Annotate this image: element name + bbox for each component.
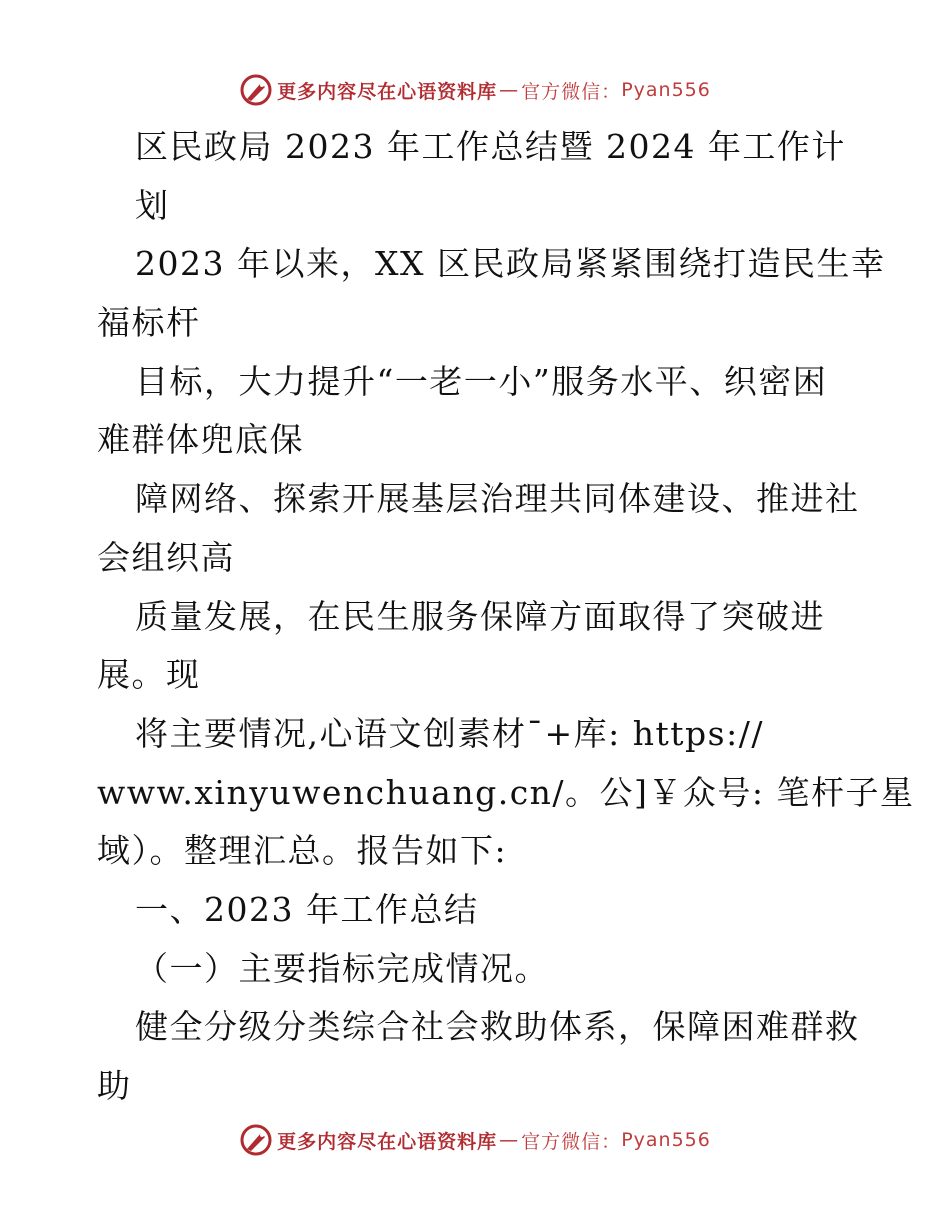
banner-brand: 更多内容尽在心语资料库 <box>277 1130 498 1153</box>
header-watermark-banner <box>0 70 950 110</box>
paragraph-line: 质量发展，在民生服务保障方面取得了突破进 <box>135 596 825 636</box>
banner-dash: — <box>499 79 520 101</box>
pen-nib-seal-icon <box>239 73 273 107</box>
paragraph-line: 障网络、探索开展基层治理共同体建设、推进社 <box>135 479 860 519</box>
paragraph-line: 将主要情况,心语文创素材¯+库: https:// <box>135 713 764 753</box>
section-heading: 一、2023 年工作总结 <box>135 889 479 929</box>
banner-handle: Pyan556 <box>621 79 711 101</box>
doc-title-line-2: 划 <box>135 185 170 225</box>
banner-official-label: 官方微信： <box>521 80 622 103</box>
banner-dash: — <box>499 1129 520 1151</box>
paragraph-line: 展。现 <box>97 655 201 695</box>
banner-brand: 更多内容尽在心语资料库 <box>277 80 498 103</box>
doc-title-line-1: 区民政局 2023 年工作总结暨 2024 年工作计 <box>135 127 846 166</box>
paragraph-line: www.xinyuwenchuang.cn/。公]￥众号: 笔杆子星 <box>97 772 915 812</box>
banner-handle: Pyan556 <box>621 1129 711 1151</box>
paragraph-line: 域）。整理汇总。报告如下: <box>97 831 508 871</box>
paragraph-line: 助 <box>97 1066 132 1105</box>
footer-watermark-banner <box>0 1120 950 1160</box>
subsection-heading: （一）主要指标完成情况。 <box>135 948 549 988</box>
pen-nib-seal-icon <box>239 1123 273 1157</box>
paragraph-line: 目标，大力提升“一老一小”服务水平、织密困 <box>135 361 828 401</box>
paragraph-line: 2023 年以来，XX 区民政局紧紧围绕打造民生幸 <box>135 244 886 284</box>
paragraph-line: 会组织高 <box>97 537 235 577</box>
paragraph-line: 难群体兜底保 <box>97 420 304 460</box>
document-body <box>97 118 915 1116</box>
banner-official-label: 官方微信： <box>521 1130 622 1153</box>
paragraph-line: 福标杆 <box>97 303 201 343</box>
paragraph-line: 健全分级分类综合社会救助体系，保障困难群救 <box>135 1007 860 1047</box>
